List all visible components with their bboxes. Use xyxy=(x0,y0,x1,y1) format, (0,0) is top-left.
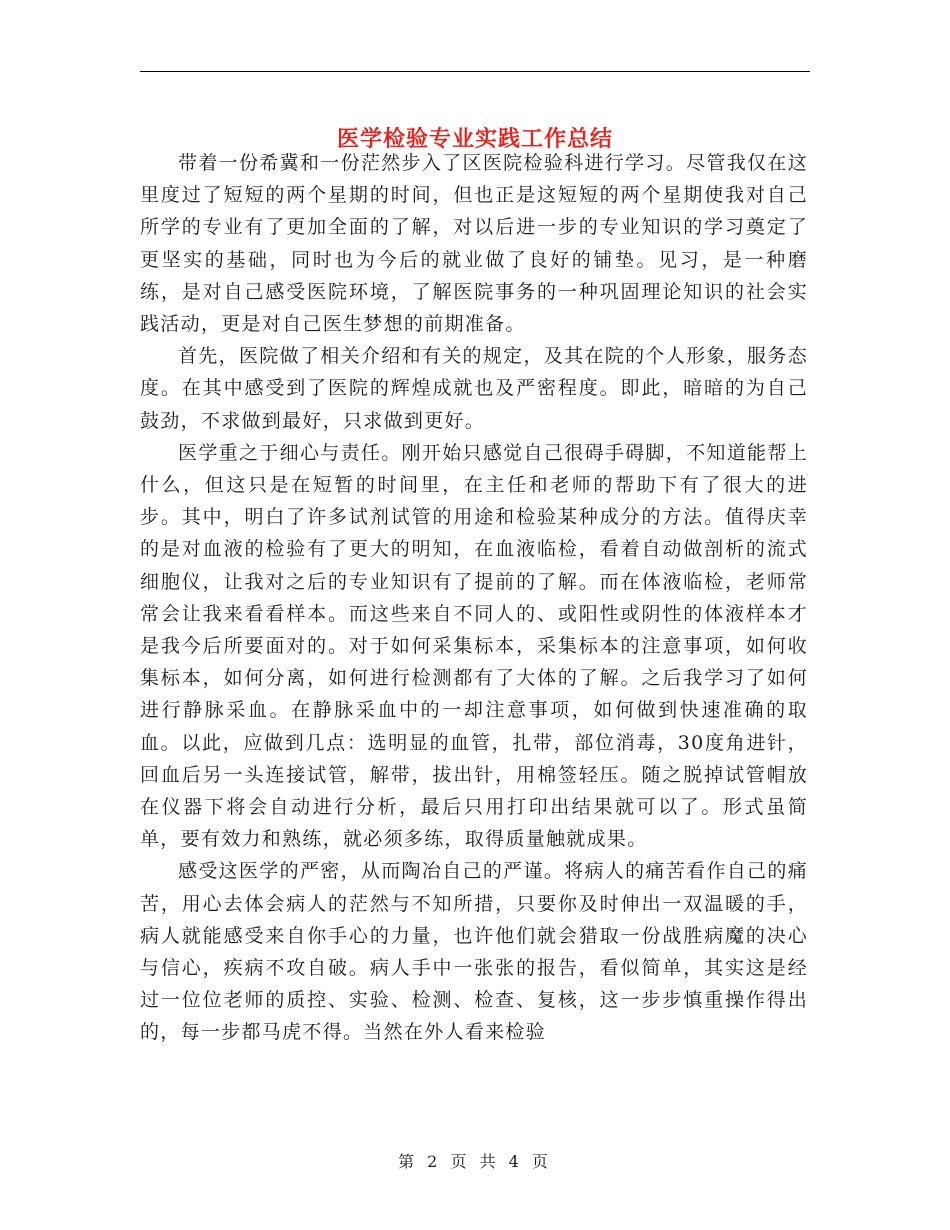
paragraph-3: 医学重之于细心与责任。刚开始只感觉自己很碍手碍脚，不知道能帮上什么，但这只是在短暂的时间里，在主任和老师的帮助下有了很大的进步。其中，明白了许多试剂试管的用途和检验某种成分的方法。值得庆幸的是对血液的检验有了更大的明知，在血液临检，看着自动做剖析的流式细胞仪，让我对之后的专业知识有了提前的了解。而在体液临检，老师常常会让我来看看样本。而这些来自不同人的、或阳性或阴性的体液样本才是我今后所要面对的。对于如何采集标本，采集标本的注意事项，如何收集标本，如何分离，如何进行检测都有了大体的了解。之后我学习了如何进行静脉采血。在静脉采血中的一却注意事项，如何做到快速准确的取血。以此，应做到几点：选明显的血管，扎带，部位消毒，30度角进针，回血后另一头连接试管，解带，拔出针，用棉签轻压。随之脱掉试管帽放在仪器下将会自动进行分析，最后只用打印出结果就可以了。形式虽简单，要有效力和熟练，就必须多练，取得质量触就成果。 xyxy=(140,441,808,851)
page-number: 第 2 页 共 4 页 xyxy=(398,1152,552,1171)
paragraph-4: 感受这医学的严密，从而陶冶自己的严谨。将病人的痛苦看作自己的痛苦，用心去体会病人的茫然与不知所措，只要你及时伸出一双温暖的手，病人就能感受来自你手心的力量，也许他们就会猎取一份战胜病魔的决心与信心，疾病不攻自破。病人手中一张张的报告，看似简单，其实这是经过一位位老师的质控、实验、检测、检查、复核，这一步步慎重操作得出的，每一步都马虎不得。当然在外人看来检验 xyxy=(140,860,808,1044)
paragraph-1: 带着一份希冀和一份茫然步入了区医院检验科进行学习。尽管我仅在这里度过了短短的两个星期的时间，但也正是这短短的两个星期使我对自己所学的专业有了更加全面的了解，对以后进一步的专业知识的学习奠定了更坚实的基础，同时也为今后的就业做了良好的铺垫。见习，是一种磨练，是对自己感受医院环境，了解医院事务的一种巩固理论知识的社会实践活动，更是对自己医生梦想的前期准备。 xyxy=(140,152,808,336)
document-title: 医学检验专业实践工作总结 xyxy=(336,125,613,152)
paragraph-2: 首先，医院做了相关介绍和有关的规定，及其在院的个人形象，服务态度。在其中感受到了医院的辉煌成就也及严密程度。即此，暗暗的为自己鼓劲，不求做到最好，只求做到更好。 xyxy=(140,345,808,432)
header-rule xyxy=(140,71,810,72)
document-body xyxy=(140,147,808,1049)
